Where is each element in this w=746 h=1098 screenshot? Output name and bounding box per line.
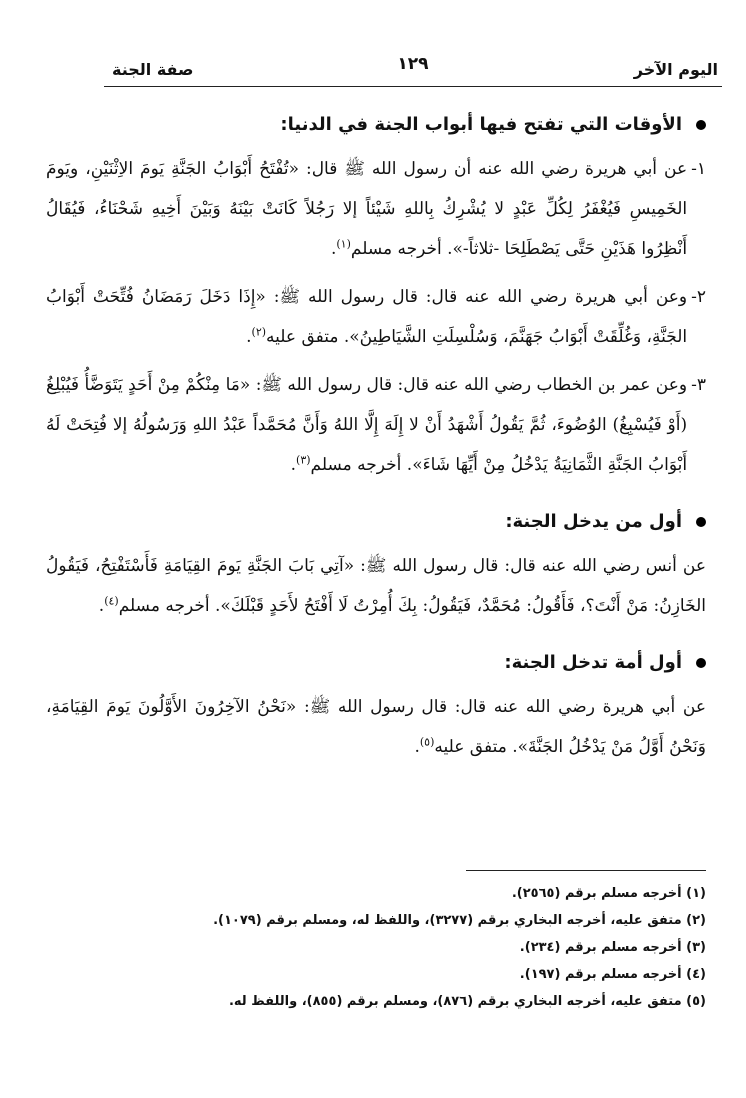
footnote-separator [466,870,706,871]
footnote-ref[interactable]: (٥) [419,735,435,749]
hadith-body: عن أبي هريرة رضي الله عنه قال: قال رسول الله ﷺ: «نَحْنُ الآخِرُونَ الأَوَّلُونَ يَومَ القِيَامَةِ، وَنَحْنُ أَوَّلُ مَنْ يَدْخُلُ الجَنَّةَ». متفق عليه [46,697,706,757]
hadith-item [46,365,706,485]
hadith-tail: . [414,737,420,757]
running-header [104,52,722,87]
hadith-paragraph [46,687,706,767]
footnote-item: (٥) متفق عليه، أخرجه البخاري برقم (٨٧٦)، ومسلم برقم (٨٥٥)، واللفظ له. [228,994,706,1009]
section-heading-text: الأوقات التي تفتح فيها أبواب الجنة في الدنيا: [280,114,682,135]
spacer [46,493,706,505]
section-heading-gates-open [46,114,706,135]
hadith-body: وعن أبي هريرة رضي الله عنه قال: قال رسول الله ﷺ: «إِذَا دَخَلَ رَمَضَانُ فُتِّحَتْ أَبْوَابُ الجَنَّةِ، وَغُلِّقَتْ أَبْوَابُ جَهَنَّمَ، وَسُلْسِلَتِ الشَّيَاطِينُ». متفق عليه [46,287,688,347]
section-heading-first-nation [46,652,706,673]
footnote-item: (٣) أخرجه مسلم برقم (٢٣٤). [519,940,706,955]
footnote-item: (١) أخرجه مسلم برقم (٢٥٦٥). [511,886,706,901]
footnote-ref[interactable]: (٣) [296,453,311,467]
hadith-item [46,277,706,357]
footnote-ref[interactable]: (٢) [251,325,267,339]
hadith-item [46,149,706,269]
item-number: ٣- [691,375,706,395]
bullet-icon [696,658,706,668]
hadith-text [46,365,687,485]
hadith-paragraph [46,546,706,626]
page-body [46,108,706,775]
section-heading-first-to-enter [46,511,706,532]
hadith-body: عن أبي هريرة رضي الله عنه أن رسول الله ﷺ قال: «تُفْتَحُ أَبْوَابُ الجَنَّةِ يَومَ الاِثْنَيْنِ، ويَومَ الخَمِيسِ فَيُغْفَرُ لِكُلِّ عَبْدٍ لا يُشْرِكُ بِاللهِ شَيْئاً إلا رَجُلاً كَانَتْ بَيْنَهُ وَبَيْنَ أَخِيهِ شَحْنَاءُ، فَيُقَالُ أَنْظِرُوا هَذَيْنِ حَتَّى يَصْطَلِحَا -ثلاثاً-». أخرجه مسلم [46,159,688,259]
hadith-tail: . [330,239,337,259]
hadith-body: وعن عمر بن الخطاب رضي الله عنه قال: قال رسول الله ﷺ: «مَا مِنْكُمْ مِنْ أَحَدٍ يَتَوَضَّأُ فَيُبْلِغُ (أَوْ فَيُسْبِغُ) الوُضُوءَ، ثُمَّ يَقُولُ أَشْهَدُ أَنْ لا إِلَهَ إِلَّا اللهُ وَأَنَّ مُحَمَّداً عَبْدُ اللهِ وَرَسُولُهُ إلا فُتِحَتْ لَهُ أَبْوَابُ الجَنَّةِ الثَّمَانِيَةُ يَدْخُلُ مِنْ أَيِّهَا شَاءَ». أخرجه مسلم [46,375,688,475]
hadith-text [46,277,687,357]
section-heading-text: أول من يدخل الجنة: [505,511,682,532]
hadith-tail: . [290,455,297,475]
hadith-body: عن أنس رضي الله عنه قال: قال رسول الله ﷺ: «آتِي بَابَ الجَنَّةِ يَومَ القِيَامَةِ فَأَسْتَفْتِحُ، فَيَقُولُ الخَازِنُ: مَنْ أَنْتَ؟، فَأَقُولُ: مُحَمَّدٌ، فَيَقُولُ: بِكَ أُمِرْتُ لَا أَفْتَحُ لأَحَدٍ قَبْلَكَ». أخرجه مسلم [46,556,706,616]
spacer [46,634,706,646]
book-part-title: اليوم الآخر [633,60,718,79]
hadith-text [46,149,687,269]
item-number: ٢- [691,287,706,307]
section-heading-text: أول أمة تدخل الجنة: [504,652,682,673]
footnotes [46,880,706,1015]
page-number: ١٢٩ [397,54,429,74]
bullet-icon [696,120,706,130]
hadith-tail: . [98,596,105,616]
bullet-icon [696,517,706,527]
footnote-item: (٢) متفق عليه، أخرجه البخاري برقم (٣٢٧٧)، واللفظ له، ومسلم برقم (١٠٧٩). [213,913,706,928]
chapter-title: صفة الجنة [112,60,194,79]
footnote-ref[interactable]: (٤) [104,594,119,608]
footnote-ref[interactable]: (١) [336,237,351,251]
hadith-tail: . [246,327,252,347]
footnote-item: (٤) أخرجه مسلم برقم (١٩٧). [519,967,706,982]
item-number: ١- [691,159,706,179]
